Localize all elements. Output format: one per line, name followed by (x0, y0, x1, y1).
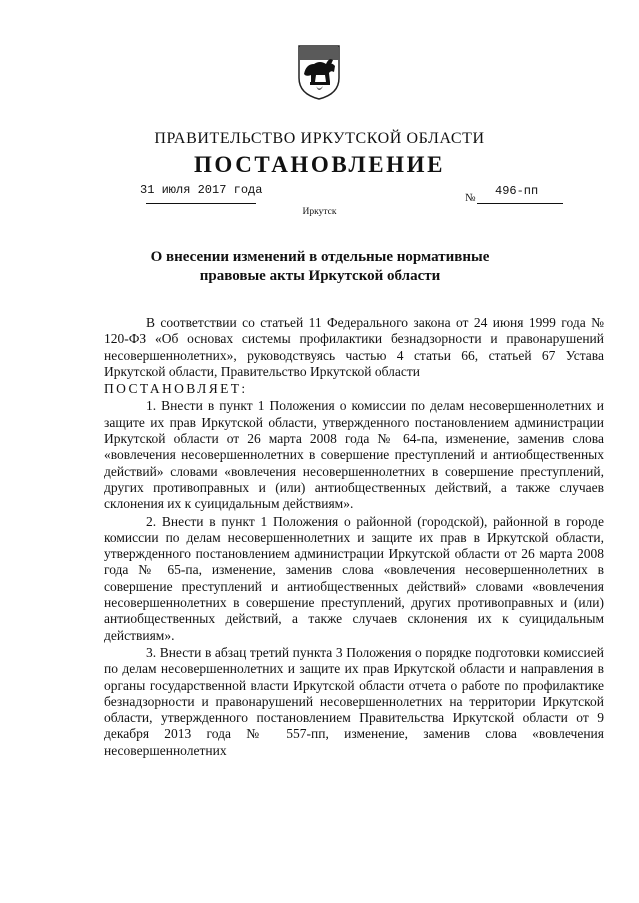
organization-name: ПРАВИТЕЛЬСТВО ИРКУТСКОЙ ОБЛАСТИ (154, 130, 485, 147)
item-paragraph: 3. Внести в абзац третий пункта 3 Положения о порядке подготовки комиссией по делам несовершеннолетних и защите их прав Иркутской области и направления в органы государственной власти Иркутской области отчета о работе по профилактике безнадзорности и правонарушений несовершеннолетних на территории Иркутской области, утвержденного постановлением Правительства Иркутской области от 9 декабря 2013 года № 557-пп, изменение, заменив слова «вовлечения несовершеннолетних (104, 644, 604, 758)
document-type: ПОСТАНОВЛЕНИЕ (193, 152, 446, 177)
date-underline (146, 203, 256, 204)
document-date: 31 июля 2017 года (140, 183, 263, 197)
document-number: 496-пп (495, 184, 539, 198)
number-underline (477, 203, 563, 204)
preamble-paragraph: В соответствии со статьей 11 Федерального закона от 24 июня 1999 года № 120-ФЗ «Об основах системы профилактики безнадзорности и правонарушений несовершеннолетних», руководствуясь частью 4 статьи 66, статьей 67 Устава Иркутской области, Правительство Иркутской области (104, 315, 604, 379)
number-sign: № (465, 192, 476, 204)
item-paragraph: 1. Внести в пункт 1 Положения о комиссии по делам несовершеннолетних и защите их прав Иркутской области, утвержденного постановлением администрации Иркутской области от 26 марта 2008 года № 64-па, изменение, заменив слова «вовлечения несовершеннолетних в совершение преступлений и антиобщественных действий» словами «вовлечения несовершеннолетних в совершение преступлений, других противоправных и (или) антиобщественных действий, а также случаев склонения их к суицидальным действиям». (104, 398, 604, 512)
city-name: Иркутск (302, 207, 337, 217)
document-title: О внесении изменений в отдельные нормативные правовые акты Иркутской области (150, 249, 490, 284)
document-body (104, 315, 604, 759)
irkutsk-coat-of-arms-icon (296, 44, 342, 100)
resolve-heading: ПОСТАНОВЛЯЕТ: (104, 381, 248, 397)
item-paragraph: 2. Внести в пункт 1 Положения о районной (городской), районной в городе комиссии по делам несовершеннолетних и защите их прав в Иркутской области, утвержденного постановлением администрации Иркутской области от 26 марта 2008 года № 65-па, изменение, заменив слова «вовлечения несовершеннолетних в совершение преступлений и антиобщественных действий» словами «вовлечения несовершеннолетних в совершение преступлений, других противоправных и (или) антиобщественных действий, а также случаев склонения их к суицидальным действиям». (104, 513, 604, 643)
